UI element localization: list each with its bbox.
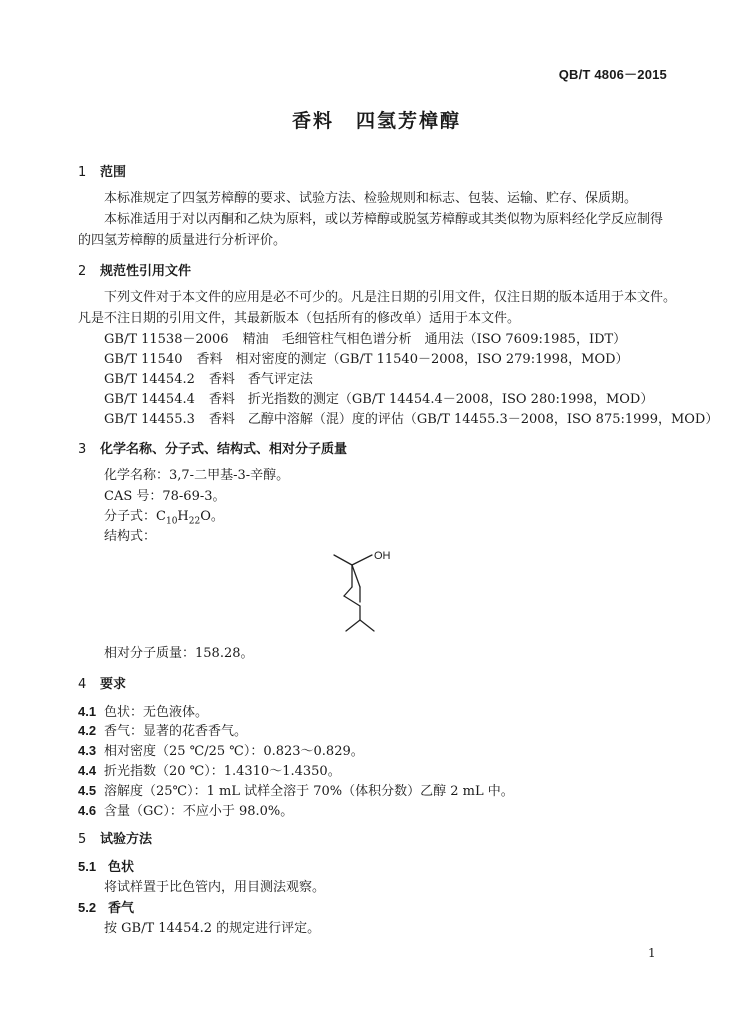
- reference-item: GB/T 14454.2 香料 香气评定法: [104, 372, 313, 387]
- molecular-weight: 相对分子质量：158.28。: [104, 646, 254, 661]
- section-1-para2b: 的四氢芳樟醇的质量进行分析评价。: [78, 233, 287, 248]
- section-2-para1b: 凡是不注日期的引用文件，其最新版本（包括所有的修改单）适用于本文件。: [78, 311, 521, 326]
- section-5-2-text: 按 GB/T 14454.2 的规定进行评定。: [104, 921, 321, 936]
- chemical-name: 化学名称：3,7-二甲基-3-辛醇。: [104, 468, 290, 483]
- section-4-heading: 4 要求: [78, 677, 127, 692]
- reference-item: GB/T 11540 香料 相对密度的测定（GB/T 11540－2008，ISO 279:1998，MOD）: [104, 352, 629, 367]
- section-3-heading: 3 化学名称、分子式、结构式、相对分子质量: [78, 442, 348, 457]
- section-5-heading: 5 试验方法: [78, 832, 153, 847]
- hydroxyl-label: OH: [374, 550, 391, 562]
- section-1-para1: 本标准规定了四氢芳樟醇的要求、试验方法、检验规则和标志、包装、运输、贮存、保质期。: [104, 191, 638, 206]
- reference-item: GB/T 11538－2006 精油 毛细管柱气相色谱分析 通用法（ISO 7609:1985，IDT）: [104, 332, 627, 347]
- requirement-item: 4.5 溶解度（25℃）：1 mL 试样全溶于 70%（体积分数）乙醇 2 mL 中。: [78, 783, 514, 799]
- section-5-1-heading: 5.1 色状: [78, 859, 135, 875]
- reference-item: GB/T 14455.3 香料 乙醇中溶解（混）度的评估（GB/T 14455.3－2008，ISO 875:1999，MOD）: [104, 412, 719, 427]
- page-number: 1: [648, 946, 656, 960]
- structure-label: 结构式：: [104, 529, 157, 544]
- standard-code: QB/T 4806－2015: [558, 67, 667, 82]
- section-5-1-text: 将试样置于比色管内，用目测法观察。: [104, 880, 326, 895]
- section-2-heading: 2 规范性引用文件: [78, 264, 192, 279]
- section-2-para1a: 下列文件对于本文件的应用是必不可少的。凡是注日期的引用文件，仅注日期的版本适用于本文件。: [104, 290, 677, 305]
- cas-number: CAS 号：78-69-3。: [104, 489, 226, 504]
- section-1-heading: 1 范围: [78, 165, 127, 180]
- requirement-item: 4.2 香气：显著的花香香气。: [78, 723, 248, 739]
- requirement-item: 4.6 含量（GC）：不应小于 98.0%。: [78, 803, 294, 819]
- title-part2: 四氢芳樟醇: [356, 110, 462, 132]
- requirement-item: 4.1 色状：无色液体。: [78, 704, 209, 720]
- reference-item: GB/T 14454.4 香料 折光指数的测定（GB/T 14454.4－2008，ISO 280:1998，MOD）: [104, 392, 654, 407]
- structural-formula: [330, 540, 420, 640]
- title-part1: 香料: [291, 110, 334, 132]
- requirement-item: 4.4 折光指数（20 ℃）：1.4310～1.4350。: [78, 763, 341, 779]
- molecular-formula: 分子式：$C_{10}H_{22}O$。: [104, 509, 224, 527]
- section-1-para2a: 本标准适用于对以丙酮和乙炔为原料，或以芳樟醇或脱氢芳樟醇或其类似物为原料经化学反应制得: [104, 212, 664, 227]
- requirement-item: 4.3 相对密度（25 ℃/25 ℃）：0.823～0.829。: [78, 743, 364, 759]
- section-5-2-heading: 5.2 香气: [78, 900, 135, 916]
- page-title: [0, 106, 753, 133]
